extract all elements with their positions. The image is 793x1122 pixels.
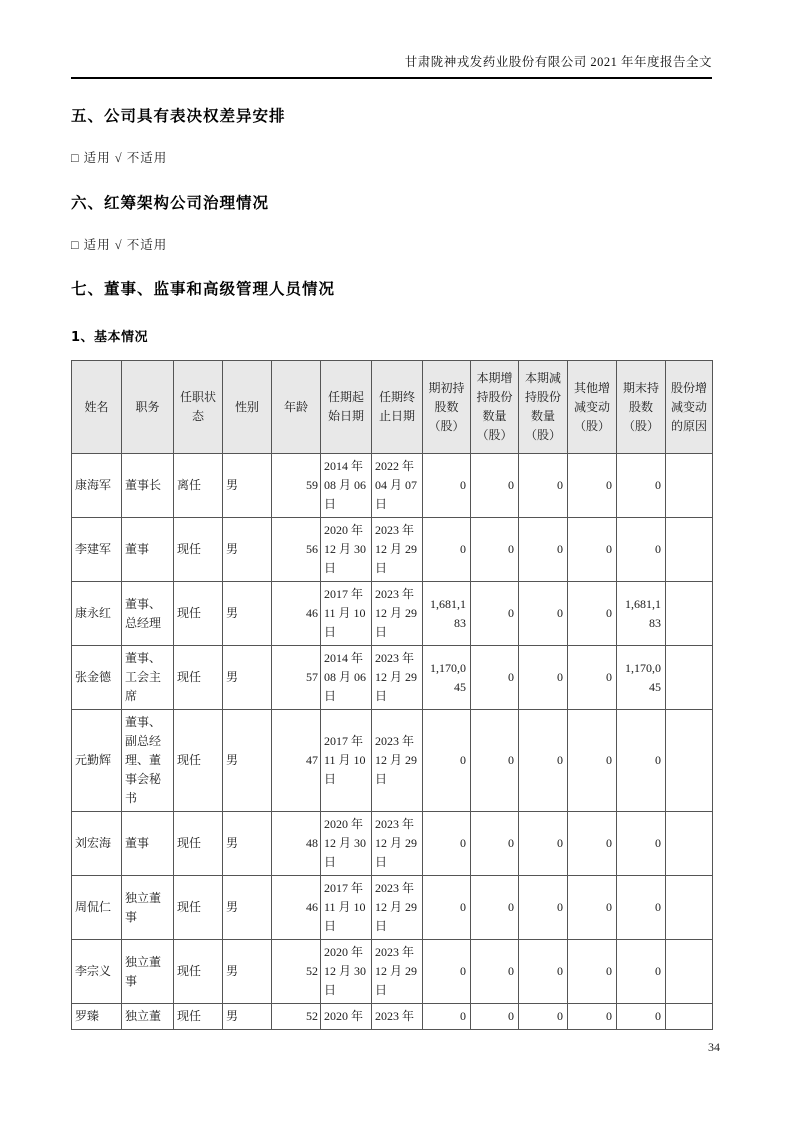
table-cell: 2014 年 08 月 06 日 xyxy=(321,454,372,518)
table-cell: 2023 年 12 月 29 日 xyxy=(372,582,423,646)
table-cell: 独立董事 xyxy=(122,940,174,1004)
table-row xyxy=(72,1004,713,1030)
report-header xyxy=(71,52,712,70)
table-cell: 离任 xyxy=(174,454,223,518)
table-cell: 2023 年 12 月 29 日 xyxy=(372,518,423,582)
table-cell: 男 xyxy=(223,1004,272,1030)
section-5-applicability: □ 适用 √ 不适用 xyxy=(71,151,168,165)
table-cell: 47 xyxy=(272,710,321,812)
table-cell: 独立董 xyxy=(122,1004,174,1030)
table-cell: 0 xyxy=(617,940,666,1004)
table-cell: 52 xyxy=(272,1004,321,1030)
table-cell: 现任 xyxy=(174,812,223,876)
table-cell xyxy=(666,940,713,1004)
column-header-1: 姓名 xyxy=(72,361,122,454)
table-cell: 2023 年 12 月 29 日 xyxy=(372,940,423,1004)
table-cell: 0 xyxy=(423,812,471,876)
table-cell: 现任 xyxy=(174,710,223,812)
table-cell: 2022 年 04 月 07 日 xyxy=(372,454,423,518)
table-cell: 男 xyxy=(223,582,272,646)
table-cell: 0 xyxy=(471,582,519,646)
section-7-heading: 七、董事、监事和高级管理人员情况 xyxy=(71,280,336,298)
table-cell: 男 xyxy=(223,812,272,876)
table-cell: 2023 年 12 月 29 日 xyxy=(372,876,423,940)
table-cell: 0 xyxy=(568,876,617,940)
table-cell: 男 xyxy=(223,518,272,582)
table-cell: 独立董事 xyxy=(122,876,174,940)
table-cell: 46 xyxy=(272,582,321,646)
table-cell: 0 xyxy=(519,646,568,710)
table-cell xyxy=(666,710,713,812)
table-cell: 0 xyxy=(471,646,519,710)
table-cell: 0 xyxy=(519,582,568,646)
column-header-6: 任期起始日期 xyxy=(321,361,372,454)
table-cell: 0 xyxy=(617,812,666,876)
table-cell: 0 xyxy=(568,1004,617,1030)
table-cell: 2023 年 12 月 29 日 xyxy=(372,646,423,710)
table-cell: 2020 年 xyxy=(321,1004,372,1030)
table-row xyxy=(72,646,713,710)
report-header-title: 甘肃陇神戎发药业股份有限公司 2021 年年度报告全文 xyxy=(404,55,712,69)
page-number: 34 xyxy=(708,1040,720,1054)
section-5-heading: 五、公司具有表决权差异安排 xyxy=(71,107,286,125)
table-cell: 2023 年 12 月 29 日 xyxy=(372,710,423,812)
column-header-13: 股份增减变动的原因 xyxy=(666,361,713,454)
table-cell: 董事、工会主席 xyxy=(122,646,174,710)
table-cell: 现任 xyxy=(174,646,223,710)
table-cell: 0 xyxy=(423,454,471,518)
table-cell: 0 xyxy=(471,876,519,940)
table-cell: 0 xyxy=(471,710,519,812)
table-cell: 0 xyxy=(568,518,617,582)
table-cell: 0 xyxy=(617,876,666,940)
table-cell xyxy=(666,518,713,582)
table-cell: 刘宏海 xyxy=(72,812,122,876)
table-cell: 男 xyxy=(223,940,272,1004)
table-cell: 52 xyxy=(272,940,321,1004)
directors-table xyxy=(71,360,713,1030)
table-cell: 男 xyxy=(223,876,272,940)
table-cell: 59 xyxy=(272,454,321,518)
table-cell: 0 xyxy=(617,1004,666,1030)
table-row xyxy=(72,812,713,876)
table-row xyxy=(72,454,713,518)
table-cell: 2020 年 12 月 30 日 xyxy=(321,812,372,876)
table-cell: 0 xyxy=(617,518,666,582)
table-cell xyxy=(666,876,713,940)
table-cell: 0 xyxy=(568,940,617,1004)
table-cell: 0 xyxy=(423,876,471,940)
page-content xyxy=(71,0,712,1030)
table-row xyxy=(72,582,713,646)
table-cell: 0 xyxy=(519,518,568,582)
table-cell: 2017 年 11 月 10 日 xyxy=(321,582,372,646)
column-header-8: 期初持股数（股） xyxy=(423,361,471,454)
table-cell: 0 xyxy=(423,1004,471,1030)
subsection-heading: 1、基本情况 xyxy=(71,330,149,345)
table-cell: 56 xyxy=(272,518,321,582)
header-rule xyxy=(71,77,712,79)
table-cell: 0 xyxy=(471,454,519,518)
table-cell: 康海军 xyxy=(72,454,122,518)
table-cell: 董事长 xyxy=(122,454,174,518)
table-cell: 0 xyxy=(617,710,666,812)
table-row xyxy=(72,710,713,812)
table-cell: 46 xyxy=(272,876,321,940)
section-6-heading: 六、红筹架构公司治理情况 xyxy=(71,194,270,212)
table-cell: 男 xyxy=(223,710,272,812)
table-cell: 周侃仁 xyxy=(72,876,122,940)
column-header-3: 任职状态 xyxy=(174,361,223,454)
column-header-4: 性别 xyxy=(223,361,272,454)
table-cell xyxy=(666,582,713,646)
table-cell: 0 xyxy=(568,812,617,876)
table-cell: 2023 年 xyxy=(372,1004,423,1030)
table-cell: 2023 年 12 月 29 日 xyxy=(372,812,423,876)
table-cell: 0 xyxy=(519,812,568,876)
table-cell: 董事、总经理 xyxy=(122,582,174,646)
table-cell: 李建军 xyxy=(72,518,122,582)
table-cell: 0 xyxy=(519,454,568,518)
directors-table-body xyxy=(72,454,713,1030)
table-cell xyxy=(666,646,713,710)
table-cell: 0 xyxy=(471,1004,519,1030)
table-cell: 李宗义 xyxy=(72,940,122,1004)
header-row xyxy=(72,361,713,454)
table-cell: 2017 年 11 月 10 日 xyxy=(321,876,372,940)
table-cell: 0 xyxy=(568,454,617,518)
column-header-11: 其他增减变动（股） xyxy=(568,361,617,454)
table-cell: 0 xyxy=(568,582,617,646)
table-cell xyxy=(666,454,713,518)
column-header-2: 职务 xyxy=(122,361,174,454)
table-cell: 现任 xyxy=(174,582,223,646)
table-cell: 2014 年 08 月 06 日 xyxy=(321,646,372,710)
table-row xyxy=(72,876,713,940)
table-cell: 0 xyxy=(423,518,471,582)
table-cell: 男 xyxy=(223,454,272,518)
table-cell: 0 xyxy=(471,812,519,876)
table-cell: 1,170,045 xyxy=(423,646,471,710)
column-header-12: 期末持股数（股） xyxy=(617,361,666,454)
table-cell: 董事 xyxy=(122,812,174,876)
table-cell: 现任 xyxy=(174,876,223,940)
table-cell: 0 xyxy=(617,454,666,518)
table-cell: 0 xyxy=(471,518,519,582)
table-cell: 48 xyxy=(272,812,321,876)
table-row xyxy=(72,518,713,582)
column-header-10: 本期减持股份数量（股） xyxy=(519,361,568,454)
table-cell: 罗臻 xyxy=(72,1004,122,1030)
directors-table-header xyxy=(72,361,713,454)
column-header-5: 年龄 xyxy=(272,361,321,454)
table-cell: 1,170,045 xyxy=(617,646,666,710)
table-cell: 0 xyxy=(568,710,617,812)
table-cell: 2020 年 12 月 30 日 xyxy=(321,518,372,582)
table-cell: 董事 xyxy=(122,518,174,582)
table-cell: 0 xyxy=(423,940,471,1004)
table-cell: 现任 xyxy=(174,1004,223,1030)
table-cell: 张金德 xyxy=(72,646,122,710)
table-cell: 元勤辉 xyxy=(72,710,122,812)
table-cell: 0 xyxy=(519,1004,568,1030)
table-cell: 男 xyxy=(223,646,272,710)
table-cell: 2017 年 11 月 10 日 xyxy=(321,710,372,812)
section-6-applicability: □ 适用 √ 不适用 xyxy=(71,238,168,252)
table-cell: 0 xyxy=(519,940,568,1004)
table-cell: 0 xyxy=(471,940,519,1004)
table-cell: 现任 xyxy=(174,940,223,1004)
table-cell: 康永红 xyxy=(72,582,122,646)
column-header-9: 本期增持股份数量（股） xyxy=(471,361,519,454)
table-cell: 57 xyxy=(272,646,321,710)
table-cell: 0 xyxy=(519,710,568,812)
table-cell: 0 xyxy=(519,876,568,940)
table-cell: 1,681,183 xyxy=(617,582,666,646)
table-cell: 0 xyxy=(568,646,617,710)
table-cell: 1,681,183 xyxy=(423,582,471,646)
table-cell xyxy=(666,812,713,876)
table-cell: 2020 年 12 月 30 日 xyxy=(321,940,372,1004)
table-cell: 董事、副总经理、董事会秘书 xyxy=(122,710,174,812)
table-cell xyxy=(666,1004,713,1030)
table-cell: 现任 xyxy=(174,518,223,582)
column-header-7: 任期终止日期 xyxy=(372,361,423,454)
table-row xyxy=(72,940,713,1004)
table-cell: 0 xyxy=(423,710,471,812)
